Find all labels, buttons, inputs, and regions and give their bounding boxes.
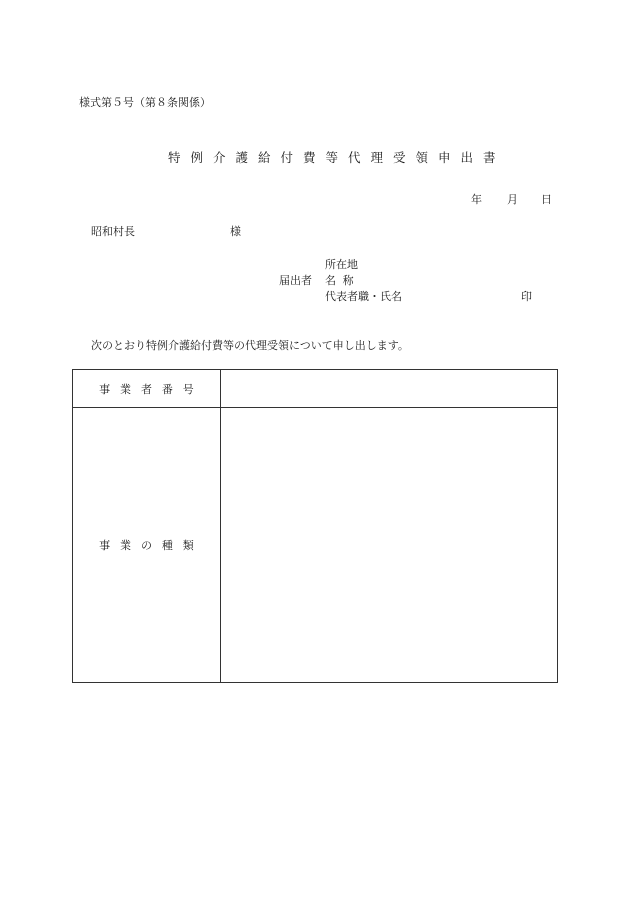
seal-label: 印 [521,290,532,303]
date-day-label: 日 [541,193,552,206]
address-label: 所在地 [325,258,358,271]
business-type-field[interactable] [220,408,557,683]
addressee-name: 昭和村長 [91,225,135,238]
form-number-label: 様式第５号（第８条関係） [79,96,211,109]
business-name-label: 名称 [325,274,361,287]
document-title: 特例介護給付費等代理受領申出書 [168,150,506,165]
date-year-label: 年 [471,193,482,206]
submitter-label: 届出者 [279,274,312,287]
table-row-business-type [73,408,558,683]
intro-statement: 次のとおり特例介護給付費等の代理受領について申し出します。 [91,339,409,352]
application-info-table [72,369,558,683]
table-row-business-number [73,370,558,408]
business-type-label: 事業の種類 [73,408,221,683]
business-number-field[interactable] [220,370,557,408]
addressee-honorific: 様 [230,225,241,238]
business-number-label: 事業者番号 [73,370,221,408]
date-month-label: 月 [507,193,518,206]
representative-label: 代表者職・氏名 [325,290,402,303]
